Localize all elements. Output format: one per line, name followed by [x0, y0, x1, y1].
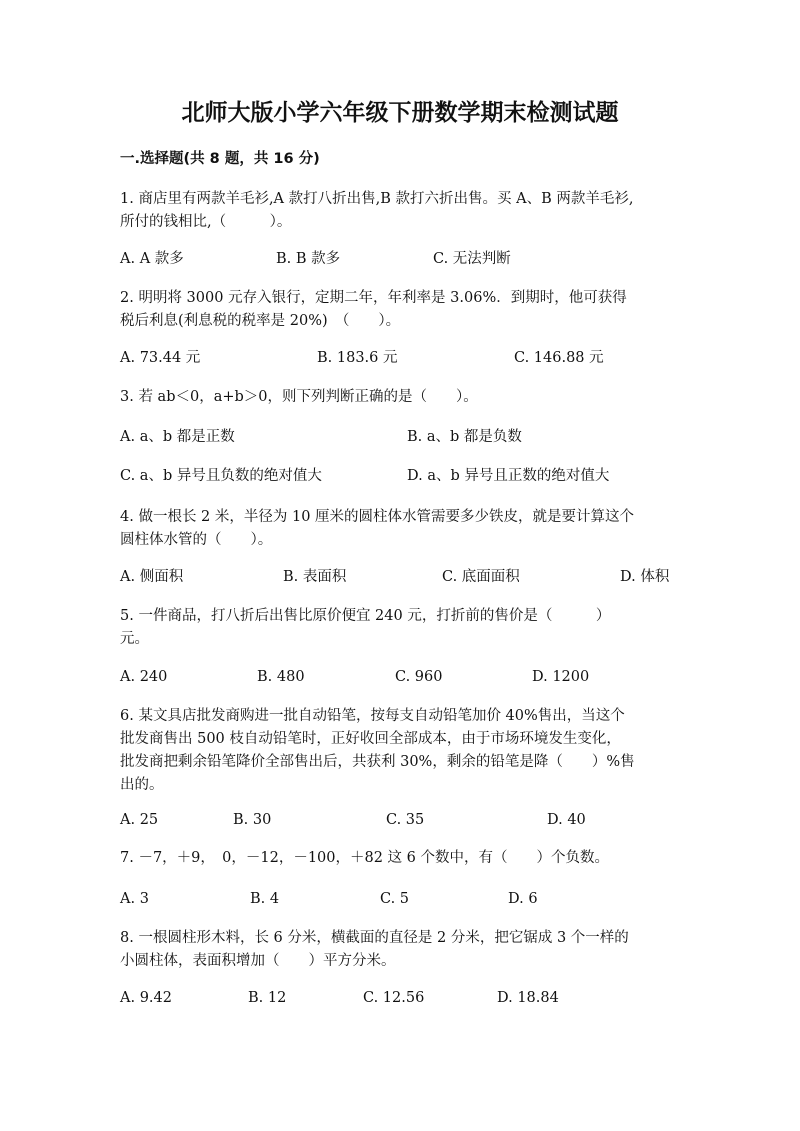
option-d[interactable]: D. 体积: [620, 569, 670, 585]
option-d[interactable]: D. 18.84: [497, 990, 559, 1006]
option-c[interactable]: C. 960: [395, 669, 443, 685]
option-c[interactable]: C. 底面面积: [442, 569, 520, 585]
question-text-line: 批发商售出 500 枝自动铅笔时，正好收回全部成本，由于市场环境发生变化，: [120, 731, 621, 747]
option-c[interactable]: C. 146.88 元: [514, 350, 604, 366]
question-text-line: 所付的钱相比,（ ）。: [120, 214, 292, 230]
option-b[interactable]: B. 12: [248, 990, 287, 1006]
option-c[interactable]: C. a、b 异号且负数的绝对值大: [120, 468, 322, 484]
option-c[interactable]: C. 35: [386, 812, 425, 828]
question-2: [120, 287, 682, 333]
option-a[interactable]: A. 9.42: [120, 990, 172, 1006]
section-heading: 一.选择题(共 8 题，共 16 分): [120, 151, 320, 167]
question-3: [120, 386, 682, 409]
question-text-line: 批发商把剩余铅笔降价全部售出后，共获利 30%，剩余的铅笔是降（ ）%售: [120, 754, 635, 770]
option-c[interactable]: C. 12.56: [363, 990, 425, 1006]
question-text-line: 2. 明明将 3000 元存入银行，定期二年，年利率是 3.06%．到期时，他可获得: [120, 290, 627, 306]
question-7: [120, 847, 682, 870]
option-b[interactable]: B. 4: [250, 891, 280, 907]
option-a[interactable]: A. 侧面积: [120, 569, 184, 585]
option-b[interactable]: B. 183.6 元: [317, 350, 398, 366]
option-d[interactable]: D. a、b 异号且正数的绝对值大: [407, 468, 610, 484]
question-8: [120, 927, 682, 973]
option-b[interactable]: B. B 款多: [276, 251, 341, 267]
option-a[interactable]: A. 25: [120, 812, 159, 828]
option-b[interactable]: B. 表面积: [283, 569, 347, 585]
option-b[interactable]: B. a、b 都是负数: [407, 429, 522, 445]
option-c[interactable]: C. 5: [380, 891, 410, 907]
question-1: [120, 188, 682, 234]
question-text-line: 3. 若 ab＜0，a+b＞0，则下列判断正确的是（ ）。: [120, 389, 478, 405]
question-text-line: 税后利息(利息税的税率是 20%) （ ）。: [120, 313, 401, 329]
option-d[interactable]: D. 40: [547, 812, 586, 828]
question-6: [120, 705, 682, 797]
option-a[interactable]: A. 73.44 元: [120, 350, 201, 366]
question-text-line: 8. 一根圆柱形木料，长 6 分米，横截面的直径是 2 分米，把它锯成 3 个一样的: [120, 930, 629, 946]
question-text-line: 5. 一件商品，打八折后出售比原价便宜 240 元，打折前的售价是（ ）: [120, 608, 611, 624]
question-text-line: 7. －7，＋9， 0，－12，－100，＋82 这 6 个数中，有（ ）个负数。: [120, 850, 609, 866]
question-text-line: 出的。: [120, 777, 164, 793]
option-d[interactable]: D. 1200: [532, 669, 590, 685]
option-a[interactable]: A. 3: [120, 891, 149, 907]
page-title: 北师大版小学六年级下册数学期末检测试题: [181, 99, 619, 126]
question-text-line: 小圆柱体，表面积增加（ ）平方分米。: [120, 953, 396, 969]
option-a[interactable]: A. a、b 都是正数: [120, 429, 235, 445]
question-text-line: 元。: [120, 631, 149, 647]
option-d[interactable]: D. 6: [508, 891, 538, 907]
question-text-line: 6. 某文具店批发商购进一批自动铅笔，按每支自动铅笔加价 40%售出，当这个: [120, 708, 625, 724]
question-text-line: 4. 做一根长 2 米，半径为 10 厘米的圆柱体水管需要多少铁皮，就是要计算这个: [120, 509, 635, 525]
question-5: [120, 605, 682, 651]
question-text-line: 圆柱体水管的（ ）。: [120, 532, 273, 548]
option-a[interactable]: A. 240: [120, 669, 168, 685]
option-b[interactable]: B. 30: [233, 812, 272, 828]
option-a[interactable]: A. A 款多: [120, 251, 184, 267]
option-c[interactable]: C. 无法判断: [433, 251, 511, 267]
option-b[interactable]: B. 480: [257, 669, 305, 685]
question-text-line: 1. 商店里有两款羊毛衫,A 款打八折出售,B 款打六折出售。买 A、B 两款羊毛衫,: [120, 191, 634, 207]
question-4: [120, 506, 682, 552]
